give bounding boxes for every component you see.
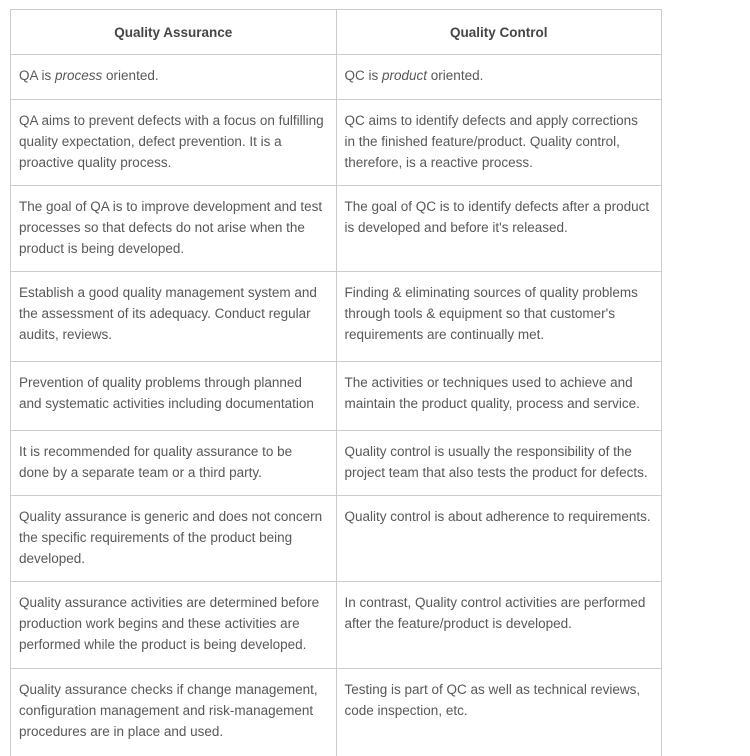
header-row [11,10,662,55]
qc-cell: The goal of QC is to identify defects after a product is developed and before it's released. [336,186,662,272]
qc-cell: Testing is part of QC as well as technical reviews, code inspection, etc. [336,669,662,756]
qc-cell: Finding & eliminating sources of quality problems through tools & equipment so that customer's requirements are continually met. [336,272,662,362]
table-row [11,582,662,669]
qa-cell: Prevention of quality problems through planned and systematic activities including documentation [11,362,337,431]
comparison-table [10,9,662,756]
table-row [11,272,662,362]
qa-cell: Quality assurance checks if change management, configuration management and risk-management procedures are in place and used. [11,669,337,756]
text-segment: oriented. [427,68,484,83]
qa-cell: Quality assurance activities are determined before production work begins and these activities are performed while the product is being developed. [11,582,337,669]
qa-cell: Quality assurance is generic and does not concern the specific requirements of the product being developed. [11,496,337,582]
qc-cell: The activities or techniques used to achieve and maintain the product quality, process and service. [336,362,662,431]
italic-text: product [382,68,428,83]
qa-cell [11,55,337,100]
qc-cell: Quality control is usually the responsibility of the project team that also tests the product for defects. [336,431,662,496]
table-body [11,55,662,756]
qa-cell: QA aims to prevent defects with a focus on fulfilling quality expectation, defect prevention. It is a proactive quality process. [11,100,337,186]
table-row [11,362,662,431]
qa-cell: The goal of QA is to improve development and test processes so that defects do not arise when the product is being developed. [11,186,337,272]
text-segment: QA is [19,68,56,83]
qa-cell: Establish a good quality management system and the assessment of its adequacy. Conduct regular audits, reviews. [11,272,337,362]
qc-cell: QC aims to identify defects and apply corrections in the finished feature/product. Quality control, therefore, is a reactive process. [336,100,662,186]
table-row [11,496,662,582]
text-segment: QC is [344,68,383,83]
qc-cell: Quality control is about adherence to requirements. [336,496,662,582]
italic-text: process [55,68,103,83]
qa-cell: It is recommended for quality assurance to be done by a separate team or a third party. [11,431,337,496]
qc-cell: In contrast, Quality control activities are performed after the feature/product is developed. [336,582,662,669]
table-row [11,186,662,272]
text-segment: oriented. [102,68,159,83]
table-row [11,55,662,100]
table-row [11,100,662,186]
table-header [11,10,662,55]
table-row [11,431,662,496]
table-row [11,669,662,756]
qc-cell [336,55,662,100]
column-header-quality-control: Quality Control [336,10,662,55]
column-header-quality-assurance: Quality Assurance [11,10,337,55]
